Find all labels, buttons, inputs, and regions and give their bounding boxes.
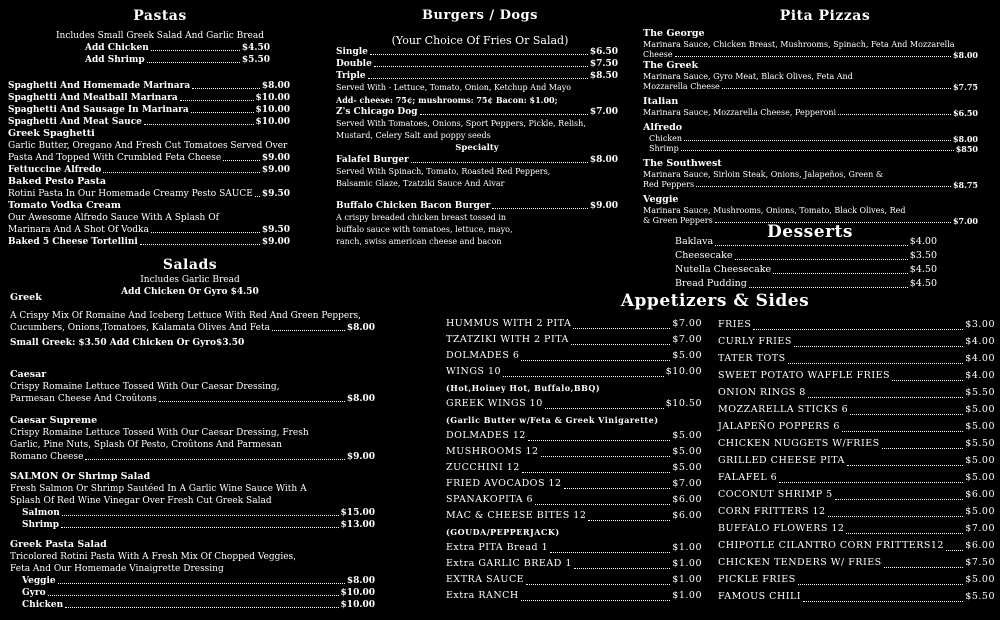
menu-item: Single $6.50 <box>336 47 618 57</box>
pastas-note: Includes Small Greek Salad And Garlic Bread <box>56 31 264 41</box>
item-name: Veggie <box>643 194 679 205</box>
menu-item: Spaghetti And Sausage In Marinara $10.00 <box>8 105 290 115</box>
item-desc: Served With - Lettuce, Tomato, Onion, Ketchup And Mayo <box>336 83 572 92</box>
menu-item: COCONUT SHRIMP 5 $6.00 <box>718 486 995 503</box>
item-name: The Greek <box>643 60 699 71</box>
burgers-choice: (Your Choice Of Fries Or Salad) <box>391 34 569 47</box>
menu-item: Chicken $8.00 <box>649 134 978 144</box>
salads-add: Add Chicken Or Gyro $4.50 <box>121 287 259 297</box>
menu-item: BUFFALO FLOWERS 12 $7.00 <box>718 520 995 537</box>
item-name: Greek <box>10 292 42 303</box>
burgers-heading: Burgers / Dogs <box>422 8 538 23</box>
item-desc: Add- cheese: 75¢; mushrooms: 75¢ Bacon: $1.00; <box>336 95 558 105</box>
menu-item: FRIES $3.00 <box>718 316 995 333</box>
menu-item: Marinara Sauce, Mozzarella Cheese, Pepperoni $6.50 <box>643 108 978 118</box>
item-name: The George <box>643 28 705 39</box>
menu-item: Spaghetti And Meatball Marinara $10.00 <box>8 93 290 103</box>
item-name: Tomato Vodka Cream <box>8 200 121 211</box>
item-desc: ranch, swiss american cheese and bacon <box>336 237 502 246</box>
menu-item: GRILLED CHEESE PITA $5.00 <box>718 452 995 469</box>
menu-item: Baked 5 Cheese Tortellini $9.00 <box>8 237 290 247</box>
item-desc: Splash Of Red Wine Vinegar Over Fresh Cut Greek Salad <box>10 496 272 506</box>
menu-item: ZUCCHINI 12 $5.00 <box>446 462 702 473</box>
item-name: SALMON Or Shrimp Salad <box>10 471 151 482</box>
menu-item: Baklava $4.00 <box>675 236 937 247</box>
menu-item: CHICKEN NUGGETS W/FRIES $5.50 <box>718 435 995 452</box>
item-desc: Served With Spinach, Tomato, Roasted Red Peppers, <box>336 167 551 176</box>
item-desc: Feta And Our Homemade Vinaigrette Dressing <box>10 564 224 574</box>
menu-item: FALAFEL 6 $5.00 <box>718 469 995 486</box>
menu-item: WINGS 10 $10.00 <box>446 366 702 377</box>
menu-item: Red Peppers $8.75 <box>643 180 978 190</box>
menu-item: Rotini Pasta In Our Homemade Creamy Pesto SAUCE $9.50 <box>8 189 290 199</box>
menu-item: Gyro $10.00 <box>22 588 375 598</box>
item-desc: A Crispy Mix Of Romaine And Iceberg Lettuce With Red And Green Peppers, <box>10 311 362 321</box>
item-desc: Garlic Butter, Oregano And Fresh Cut Tomatoes Served Over <box>8 141 288 151</box>
menu-item: CORN FRITTERS 12 $5.00 <box>718 503 995 520</box>
menu-item: Marinara And A Shot Of Vodka $9.50 <box>8 225 290 235</box>
menu-item: MOZZARELLA STICKS 6 $5.00 <box>718 401 995 418</box>
menu-item: Pasta And Topped With Crumbled Feta Cheese $9.00 <box>8 153 290 163</box>
item-desc: Marinara Sauce, Gyro Meat, Black Olives, Feta And <box>643 72 853 81</box>
salads-heading: Salads <box>162 257 218 273</box>
menu-item: CHICKEN TENDERS W/ FRIES $7.50 <box>718 554 995 571</box>
item-desc: Marinara Sauce, Chicken Breast, Mushrooms, Spinach, Feta And Mozzarella <box>643 40 955 49</box>
item-name: Caesar <box>10 369 47 380</box>
item-desc: Mustard, Celery Salt and poppy seeds <box>336 131 491 140</box>
pizzas-heading: Pita Pizzas <box>779 8 871 24</box>
menu-item: & Green Peppers $7.00 <box>643 216 978 226</box>
menu-item: Cucumbers, Onions,Tomatoes, Kalamata Olives And Feta $8.00 <box>10 323 375 333</box>
menu-item: Nutella Cheesecake $4.50 <box>675 264 937 275</box>
item-desc: A crispy breaded chicken breast tossed in <box>336 213 507 222</box>
menu-item: ONION RINGS 8 $5.50 <box>718 384 995 401</box>
menu-item: Romano Cheese $9.00 <box>10 452 375 462</box>
menu-item: MUSHROOMS 12 $5.00 <box>446 446 702 457</box>
menu-item: Salmon $15.00 <box>22 508 375 518</box>
item-desc: Our Awesome Alfredo Sauce With A Splash Of <box>8 213 219 223</box>
item-desc: Fresh Salmon Or Shrimp Sautéed In A Garlic Wine Sauce With A <box>10 484 307 494</box>
menu-item: Bread Pudding $4.50 <box>675 278 937 289</box>
item-desc: Small Greek: $3.50 Add Chicken Or Gyro$3.50 <box>10 338 245 348</box>
item-note: (GOUDA/PEPPERJACK) <box>446 527 560 537</box>
menu-item: Veggie $8.00 <box>22 576 375 586</box>
menu-item: FAMOUS CHILI $5.50 <box>718 588 995 605</box>
menu-item: Z's Chicago Dog $7.00 <box>336 107 618 117</box>
item-desc: Crispy Romaine Lettuce Tossed With Our Caesar Dressing, Fresh <box>10 428 309 438</box>
item-desc: Garlic, Pine Nuts, Splash Of Pesto, Croûtons And Parmesan <box>10 440 282 450</box>
item-desc: Served With Tomatoes, Onions, Sport Peppers, Pickle, Relish, <box>336 119 586 128</box>
menu-item: CURLY FRIES $4.00 <box>718 333 995 350</box>
menu-item: Extra GARLIC BREAD 1 $1.00 <box>446 558 702 569</box>
item-name: Alfredo <box>643 122 683 133</box>
menu-item: SWEET POTATO WAFFLE FRIES $4.00 <box>718 367 995 384</box>
menu-item: EXTRA SAUCE $1.00 <box>446 574 702 585</box>
item-desc: Marinara Sauce, Sirloin Steak, Onions, Jalapeños, Green & <box>643 170 883 179</box>
menu-item: Mozzarella Cheese $7.75 <box>643 82 978 92</box>
menu-item: Buffalo Chicken Bacon Burger $9.00 <box>336 201 618 211</box>
menu-item: DOLMADES 6 $5.00 <box>446 350 702 361</box>
item-desc: buffalo sauce with tomatoes, lettuce, mayo, <box>336 225 513 234</box>
item-desc: Marinara Sauce, Mushrooms, Onions, Tomato, Black Olives, Red <box>643 206 906 215</box>
menu-item: TATER TOTS $4.00 <box>718 350 995 367</box>
appetizers-heading: Appetizers & Sides <box>620 291 810 311</box>
item-desc: Tricolored Rotini Pasta With A Fresh Mix Of Chopped Veggies, <box>10 552 297 562</box>
menu-item: Parmesan Cheese And Croûtons $8.00 <box>10 394 375 404</box>
menu-item: Double $7.50 <box>336 59 618 69</box>
item-name: Baked Pesto Pasta <box>8 176 107 187</box>
menu-item: Triple $8.50 <box>336 71 618 81</box>
menu-item: Extra RANCH $1.00 <box>446 590 702 601</box>
menu-item: Cheese $8.00 <box>643 50 978 60</box>
item-name: Greek Spaghetti <box>8 128 95 139</box>
salads-note: Includes Garlic Bread <box>140 275 240 285</box>
item-desc: Crispy Romaine Lettuce Tossed With Our Caesar Dressing, <box>10 382 280 392</box>
menu-item: Chicken $10.00 <box>22 600 375 610</box>
desserts-heading: Desserts <box>767 222 853 242</box>
menu-item: Spaghetti And Meat Sauce $10.00 <box>8 117 290 127</box>
menu-item: Shrimp $850 <box>649 144 978 154</box>
menu-item: Cheesecake $3.50 <box>675 250 937 261</box>
menu-item: Spaghetti And Homemade Marinara $8.00 <box>8 81 290 91</box>
menu-item: GREEK WINGS 10 $10.50 <box>446 398 702 409</box>
menu-item: Fettuccine Alfredo $9.00 <box>8 165 290 175</box>
item-name: Caesar Supreme <box>10 415 98 426</box>
specialty-label: Specialty <box>455 143 499 153</box>
menu-item: Shrimp $13.00 <box>22 520 375 530</box>
menu-item: FRIED AVOCADOS 12 $7.00 <box>446 478 702 489</box>
menu-item: CHIPOTLE CILANTRO CORN FRITTERS12 $6.00 <box>718 537 995 554</box>
menu-item: SPANAKOPITA 6 $6.00 <box>446 494 702 505</box>
menu-item: DOLMADES 12 $5.00 <box>446 430 702 441</box>
menu-item: MAC & CHEESE BITES 12 $6.00 <box>446 510 702 521</box>
item-note: (Hot,Hoiney Hot, Buffalo,BBQ) <box>446 383 601 393</box>
menu-item: Add Shrimp $5.50 <box>85 55 270 65</box>
item-name: The Southwest <box>643 158 722 169</box>
menu-item: PICKLE FRIES $5.00 <box>718 571 995 588</box>
menu-item: Falafel Burger $8.00 <box>336 155 618 165</box>
pastas-heading: Pastas <box>133 8 187 24</box>
menu-item: Add Chicken $4.50 <box>85 43 270 53</box>
menu-item: JALAPEÑO POPPERS 6 $5.00 <box>718 418 995 435</box>
item-name: Greek Pasta Salad <box>10 539 107 550</box>
item-name: Italian <box>643 96 679 107</box>
menu-item: HUMMUS WITH 2 PITA $7.00 <box>446 318 702 329</box>
menu-item: Extra PITA Bread 1 $1.00 <box>446 542 702 553</box>
menu-item: TZATZIKI WITH 2 PITA $7.00 <box>446 334 702 345</box>
item-desc: Balsamic Glaze, Tzatziki Sauce And Aivar <box>336 179 505 188</box>
item-note: (Garlic Butter w/Feta & Greek Vinigarette) <box>446 415 659 425</box>
